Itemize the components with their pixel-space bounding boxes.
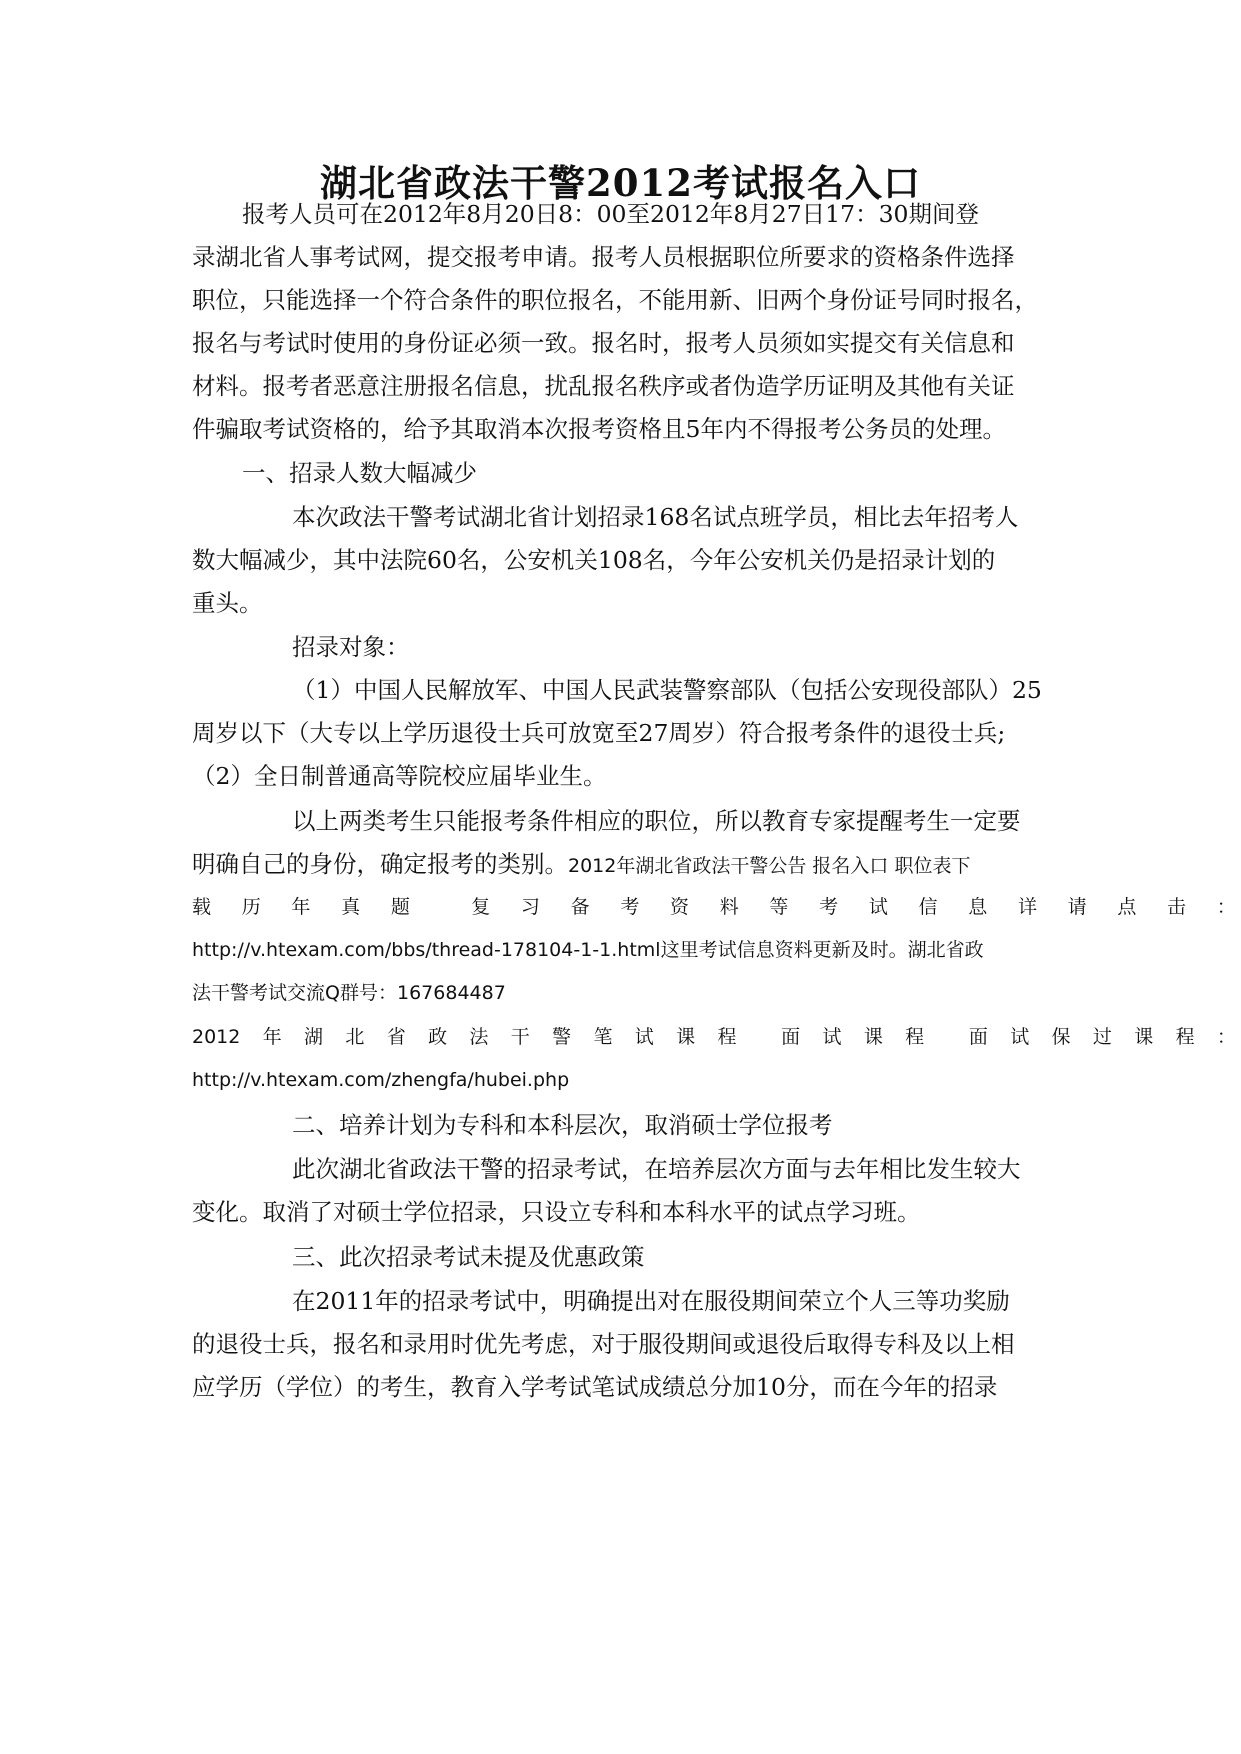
paragraph-line: 材料。报考者恶意注册报名信息，扰乱报名秩序或者伪造学历证明及其他有关证 <box>192 372 1015 400</box>
char: 过 <box>1092 1026 1112 1048</box>
target-label: 招录对象： <box>292 633 410 661</box>
char: 湖 <box>304 1026 324 1048</box>
paragraph-line: 应学历（学位）的考生，教育入学考试笔试成绩总分加10分，而在今年的招录 <box>192 1373 998 1401</box>
char: 题 <box>390 896 410 918</box>
paragraph-line: 在2011年的招录考试中，明确提出对在服役期间荣立个人三等功奖励 <box>292 1287 1010 1315</box>
char: 面 <box>781 1026 801 1048</box>
char: 考 <box>819 896 839 918</box>
char: 击 <box>1167 896 1187 918</box>
target-item-1: （1）中国人民解放军、中国人民武装警察部队（包括公安现役部队）25 <box>292 676 1042 704</box>
section-heading: 一、招录人数大幅减少 <box>242 459 477 487</box>
paragraph-line: 重头。 <box>192 589 263 617</box>
paragraph-line: 以上两类考生只能报考条件相应的职位，所以教育专家提醒考生一定要 <box>292 807 1021 835</box>
section-heading: 三、此次招录考试未提及优惠政策 <box>292 1243 645 1271</box>
char: 试 <box>868 896 888 918</box>
paragraph-line-justified <box>192 1020 1236 1054</box>
link[interactable]: http://v.htexam.com/bbs/thread-178104-1-1.html <box>192 939 661 961</box>
char: 程 <box>1175 1026 1195 1048</box>
paragraph-text: Q <box>325 982 340 1004</box>
char: 笔 <box>593 1026 613 1048</box>
paragraph-line <box>192 976 506 1010</box>
char: 等 <box>769 896 789 918</box>
char: 保 <box>1051 1026 1071 1048</box>
char: 备 <box>570 896 590 918</box>
char: 北 <box>345 1026 365 1048</box>
char: 历 <box>241 896 261 918</box>
paragraph-line: 此次湖北省政法干警的招录考试，在培养层次方面与去年相比发生较大 <box>292 1155 1021 1183</box>
char: 料 <box>719 896 739 918</box>
paragraph-text: 明确自己的身份，确定报考的类别。 <box>192 850 568 878</box>
char: 考 <box>620 896 640 918</box>
target-item-1-cont: 周岁以下（大专以上学历退役士兵可放宽至27周岁）符合报考条件的退役士兵; <box>192 719 1006 747</box>
paragraph-line-justified <box>192 890 1236 924</box>
char: 干 <box>510 1026 530 1048</box>
char: 年 <box>262 1026 282 1048</box>
char: 习 <box>520 896 540 918</box>
page-title: 湖北省政法干警2012考试报名入口 <box>320 161 921 205</box>
paragraph-line: 录湖北省人事考试网，提交报考申请。报考人员根据职位所要求的资格条件选择 <box>192 243 1015 271</box>
paragraph-line: 数大幅减少，其中法院60名，公安机关108名，今年公安机关仍是招录计划的 <box>192 546 996 574</box>
paragraph-text: 这里考试信息资料更新及时。湖北省政 <box>660 939 984 961</box>
paragraph-text: 法干警考试交流 <box>192 982 326 1004</box>
paragraph-text: 2012 <box>568 855 617 877</box>
paragraph-line: 报考人员可在2012年8月20日8：00至2012年8月27日17：30期间登 <box>242 200 979 228</box>
char: 政 <box>428 1026 448 1048</box>
char: 请 <box>1067 896 1087 918</box>
char: 资 <box>670 896 690 918</box>
char: 试 <box>1010 1026 1030 1048</box>
char: 年 <box>291 896 311 918</box>
char: 面 <box>968 1026 988 1048</box>
char: 试 <box>634 1026 654 1048</box>
paragraph-text: 年湖北省政法干警公告 报名入口 职位表下 <box>616 855 971 877</box>
char: 课 <box>676 1026 696 1048</box>
target-item-2: （2）全日制普通高等院校应届毕业生。 <box>192 762 607 790</box>
paragraph-line: 变化。取消了对硕士学位招录，只设立专科和本科水平的试点学习班。 <box>192 1198 921 1226</box>
char: 息 <box>968 896 988 918</box>
char: 法 <box>469 1026 489 1048</box>
char: 程 <box>905 1026 925 1048</box>
qq-number: 167684487 <box>397 982 506 1004</box>
char: 信 <box>918 896 938 918</box>
paragraph-line: 职位，只能选择一个符合条件的职位报名，不能用新、旧两个身份证号同时报名， <box>192 286 1038 314</box>
char: 警 <box>552 1026 572 1048</box>
paragraph-line: 的退役士兵，报名和录用时优先考虑，对于服役期间或退役后取得专科及以上相 <box>192 1330 1015 1358</box>
char: 省 <box>386 1026 406 1048</box>
char: 点 <box>1117 896 1137 918</box>
char: 真 <box>341 896 361 918</box>
paragraph-line: 报名与考试时使用的身份证必须一致。报名时，报考人员须如实提交有关信息和 <box>192 329 1015 357</box>
char: ： <box>1216 896 1236 918</box>
paragraph-line: 件骗取考试资格的，给予其取消本次报考资格且5年内不得报考公务员的处理。 <box>192 415 1006 443</box>
link[interactable]: http://v.htexam.com/zhengfa/hubei.php <box>192 1069 570 1091</box>
paragraph-text: 群号： <box>339 982 397 1004</box>
char: 程 <box>717 1026 737 1048</box>
char: 详 <box>1017 896 1037 918</box>
char: 2012 <box>192 1026 241 1048</box>
char: 复 <box>471 896 491 918</box>
char: 课 <box>863 1026 883 1048</box>
char: 试 <box>822 1026 842 1048</box>
paragraph-line: 本次政法干警考试湖北省计划招录168名试点班学员，相比去年招考人 <box>292 503 1019 531</box>
char: ： <box>1216 1026 1236 1048</box>
paragraph-line <box>192 933 984 967</box>
char: 课 <box>1134 1026 1154 1048</box>
section-heading: 二、培养计划为专科和本科层次，取消硕士学位报考 <box>292 1111 833 1139</box>
char: 载 <box>192 896 212 918</box>
paragraph-line <box>192 847 970 881</box>
